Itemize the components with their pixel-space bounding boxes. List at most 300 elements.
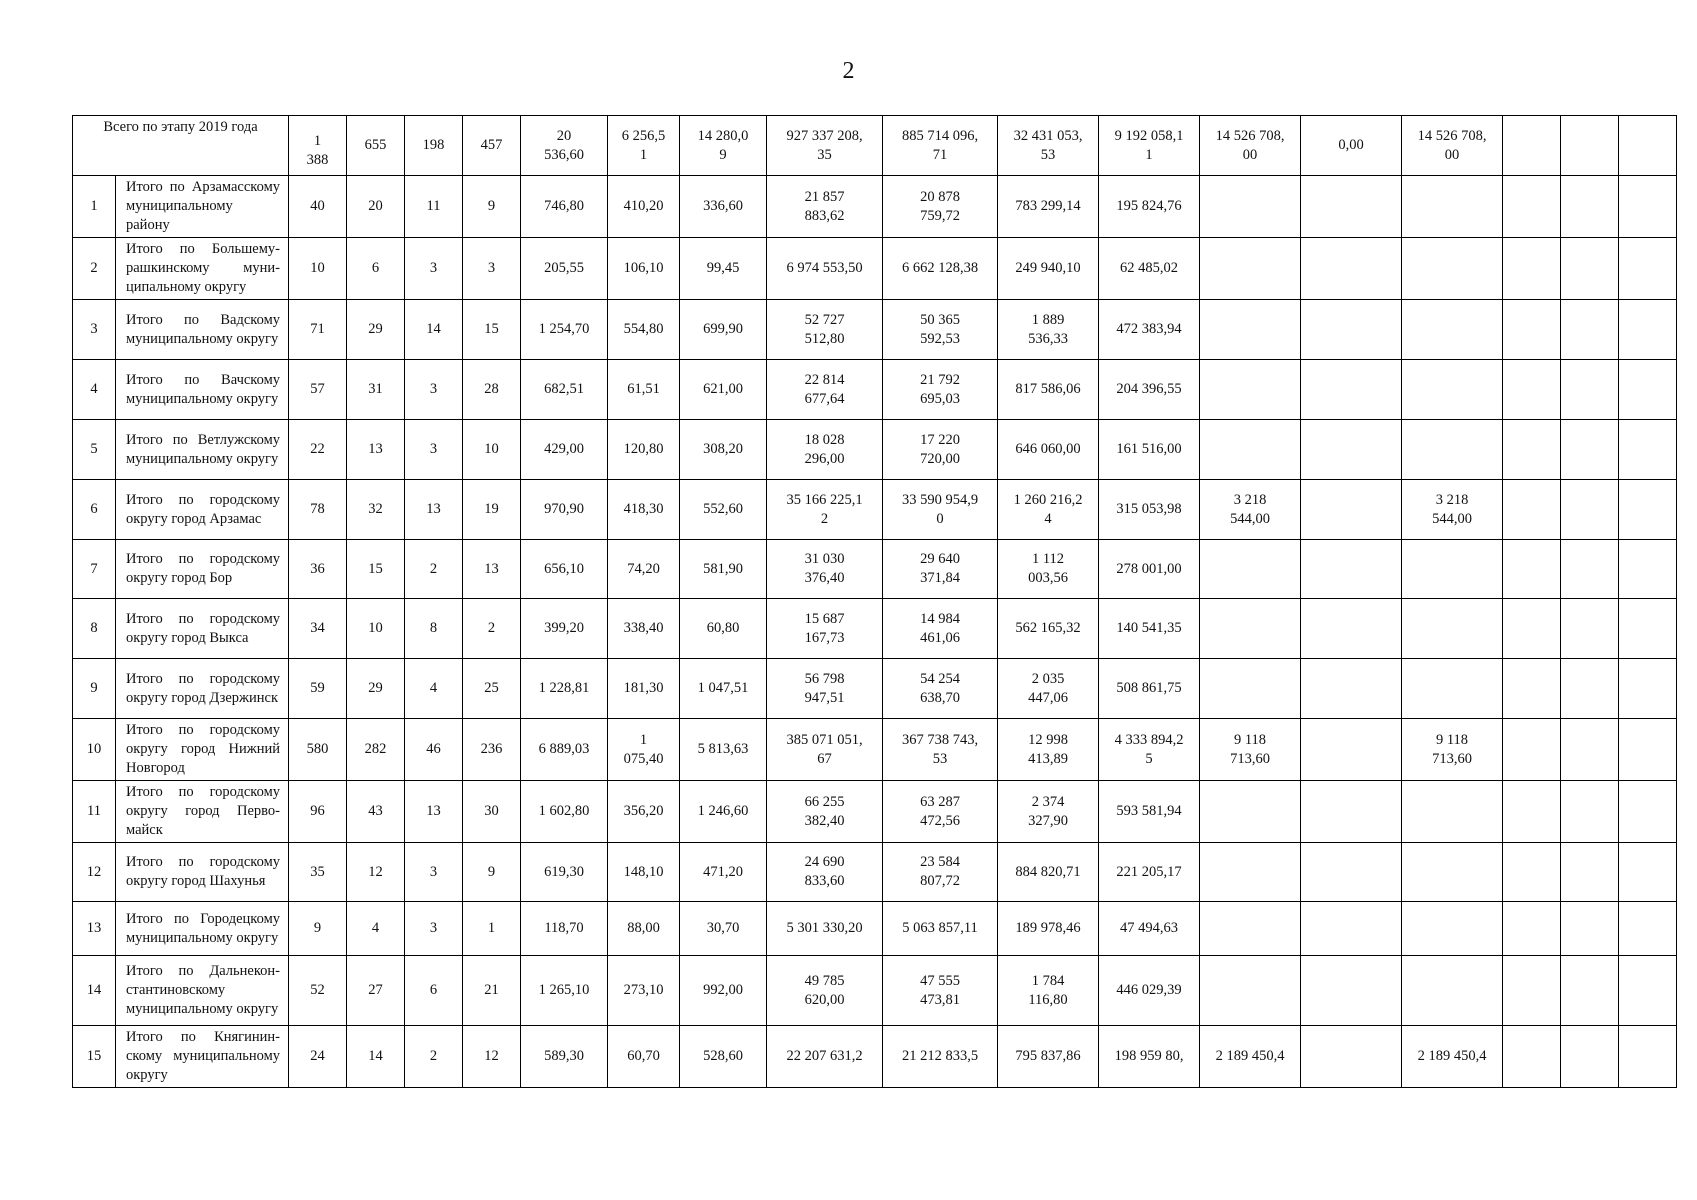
row-number: 6 [73,480,116,540]
table-cell: 36 [289,540,347,599]
table-cell: 47 555 473,81 [883,956,998,1026]
table-cell: 554,80 [608,300,680,360]
table-cell: 18 028 296,00 [767,420,883,480]
row-name: Итого по городскому округу город Шахунья [116,843,289,902]
table-cell: 22 207 631,2 [767,1026,883,1088]
table-cell [1200,902,1301,956]
table-cell [1561,480,1619,540]
table-cell: 13 [463,540,521,599]
table-cell: 2 [405,540,463,599]
table-cell: 2 [463,599,521,659]
table-cell: 5 813,63 [680,719,767,781]
table-cell: 10 [289,238,347,300]
table-cell: 4 333 894,2 5 [1099,719,1200,781]
table-cell: 1 112 003,56 [998,540,1099,599]
table-cell: 14 [347,1026,405,1088]
table-row [73,843,1677,902]
table-cell: 884 820,71 [998,843,1099,902]
row-name: Итого по городскому округу город Нижний Новгород [116,719,289,781]
table-cell: 9 118 713,60 [1200,719,1301,781]
table-cell [1561,902,1619,956]
table-cell: 28 [463,360,521,420]
table-cell: 399,20 [521,599,608,659]
program-table [72,115,1677,1088]
row-name: Итого по Большемурашкинскому муниципальному округу [116,238,289,300]
table-cell [1200,176,1301,238]
table-cell [1402,176,1503,238]
table-cell: 29 [347,659,405,719]
table-row [73,420,1677,480]
table-cell: 619,30 [521,843,608,902]
table-cell: 552,60 [680,480,767,540]
table-cell: 50 365 592,53 [883,300,998,360]
table-cell: 20 [347,176,405,238]
table-cell: 5 301 330,20 [767,902,883,956]
table-cell [1619,719,1677,781]
table-row [73,300,1677,360]
table-cell: 52 727 512,80 [767,300,883,360]
table-cell [1561,540,1619,599]
row-number: 9 [73,659,116,719]
table-cell: 10 [347,599,405,659]
table-cell [1503,238,1561,300]
table-cell: 446 029,39 [1099,956,1200,1026]
total-cell: 6 256,5 1 [608,116,680,176]
table-cell: 19 [463,480,521,540]
table-row [73,599,1677,659]
table-cell [1561,659,1619,719]
table-cell: 1 [463,902,521,956]
total-cell: 927 337 208, 35 [767,116,883,176]
table-cell [1301,1026,1402,1088]
table-cell: 3 [405,902,463,956]
table-cell: 35 166 225,1 2 [767,480,883,540]
table-cell: 20 878 759,72 [883,176,998,238]
table-cell [1561,956,1619,1026]
row-name: Итого по городскому округу город Арзамас [116,480,289,540]
table-cell: 96 [289,781,347,843]
table-cell [1619,843,1677,902]
table-cell: 99,45 [680,238,767,300]
table-cell: 118,70 [521,902,608,956]
total-label: Всего по этапу 2019 года [73,116,289,176]
row-name: Итого по городскому округу город Выкса [116,599,289,659]
table-cell: 56 798 947,51 [767,659,883,719]
table-cell: 15 [463,300,521,360]
table-cell: 795 837,86 [998,1026,1099,1088]
table-cell [1301,599,1402,659]
table-cell: 1 784 116,80 [998,956,1099,1026]
table-cell [1200,659,1301,719]
table-cell [1301,843,1402,902]
row-number: 15 [73,1026,116,1088]
table-cell: 63 287 472,56 [883,781,998,843]
table-cell: 282 [347,719,405,781]
table-cell: 22 [289,420,347,480]
table-cell: 14 [405,300,463,360]
total-cell [1503,116,1561,176]
table-cell [1301,659,1402,719]
table-cell [1619,599,1677,659]
table-cell: 3 218 544,00 [1200,480,1301,540]
table-row [73,360,1677,420]
table-cell [1200,599,1301,659]
table-cell: 2 189 450,4 [1402,1026,1503,1088]
total-cell: 885 714 096, 71 [883,116,998,176]
table-cell: 471,20 [680,843,767,902]
table-cell [1200,420,1301,480]
table-cell: 13 [347,420,405,480]
table-cell: 21 857 883,62 [767,176,883,238]
table-cell: 1 889 536,33 [998,300,1099,360]
table-cell: 508 861,75 [1099,659,1200,719]
table-cell: 6 974 553,50 [767,238,883,300]
table-cell [1200,540,1301,599]
table-cell [1503,956,1561,1026]
table-cell [1561,719,1619,781]
table-row [73,238,1677,300]
table-cell: 71 [289,300,347,360]
table-cell: 593 581,94 [1099,781,1200,843]
row-name: Итого по Арзамасскому муниципальному району [116,176,289,238]
total-cell: 14 526 708, 00 [1200,116,1301,176]
table-cell: 9 [289,902,347,956]
table-cell [1619,420,1677,480]
table-cell: 682,51 [521,360,608,420]
table-cell [1503,599,1561,659]
table-cell: 273,10 [608,956,680,1026]
table-cell [1402,781,1503,843]
table-cell: 52 [289,956,347,1026]
table-cell: 385 071 051, 67 [767,719,883,781]
table-cell [1402,902,1503,956]
table-body [73,116,1677,1088]
table-cell [1301,781,1402,843]
table-cell: 88,00 [608,902,680,956]
table-cell: 3 [463,238,521,300]
table-cell [1402,540,1503,599]
table-cell: 315 053,98 [1099,480,1200,540]
table-cell [1619,540,1677,599]
table-cell: 47 494,63 [1099,902,1200,956]
table-cell: 189 978,46 [998,902,1099,956]
row-number: 12 [73,843,116,902]
table-cell [1619,238,1677,300]
table-cell: 148,10 [608,843,680,902]
table-cell [1503,1026,1561,1088]
table-cell: 1 246,60 [680,781,767,843]
table-cell [1561,238,1619,300]
table-cell [1503,719,1561,781]
table-cell: 29 640 371,84 [883,540,998,599]
row-name: Итого по городскому округу город Первомайск [116,781,289,843]
table-cell [1619,781,1677,843]
table-cell: 14 984 461,06 [883,599,998,659]
page-number: 2 [842,58,855,84]
table-cell: 181,30 [608,659,680,719]
table-cell [1561,420,1619,480]
total-row [73,116,1677,176]
table-cell: 278 001,00 [1099,540,1200,599]
row-name: Итого по Вадскому муниципальному округу [116,300,289,360]
table-cell [1561,599,1619,659]
table-cell: 418,30 [608,480,680,540]
table-cell [1301,176,1402,238]
table-cell: 60,70 [608,1026,680,1088]
table-cell: 61,51 [608,360,680,420]
table-cell: 562 165,32 [998,599,1099,659]
table-cell: 3 [405,360,463,420]
table-cell [1561,176,1619,238]
table-cell: 699,90 [680,300,767,360]
table-cell: 6 [405,956,463,1026]
table-cell: 66 255 382,40 [767,781,883,843]
table-cell [1301,719,1402,781]
table-cell: 6 662 128,38 [883,238,998,300]
table-cell: 25 [463,659,521,719]
table-cell [1402,599,1503,659]
table-cell: 528,60 [680,1026,767,1088]
table-cell [1619,1026,1677,1088]
table-cell: 12 [463,1026,521,1088]
table-cell: 78 [289,480,347,540]
total-cell: 14 526 708, 00 [1402,116,1503,176]
table-row [73,540,1677,599]
table-row [73,480,1677,540]
row-number: 5 [73,420,116,480]
table-cell: 2 189 450,4 [1200,1026,1301,1088]
total-cell: 198 [405,116,463,176]
table-cell [1561,1026,1619,1088]
table-cell: 1 228,81 [521,659,608,719]
table-cell: 410,20 [608,176,680,238]
total-cell: 457 [463,116,521,176]
table-cell [1561,300,1619,360]
table-cell [1301,902,1402,956]
table-cell: 589,30 [521,1026,608,1088]
table-cell: 4 [405,659,463,719]
total-cell: 9 192 058,1 1 [1099,116,1200,176]
total-cell: 1 388 [289,116,347,176]
table-cell: 49 785 620,00 [767,956,883,1026]
table-row [73,781,1677,843]
table-cell: 992,00 [680,956,767,1026]
table-cell: 3 218 544,00 [1402,480,1503,540]
table-cell: 24 [289,1026,347,1088]
table-cell [1503,360,1561,420]
table-cell: 236 [463,719,521,781]
table-cell: 429,00 [521,420,608,480]
table-cell [1619,956,1677,1026]
table-cell: 120,80 [608,420,680,480]
table-cell: 2 [405,1026,463,1088]
table-cell: 35 [289,843,347,902]
table-cell: 2 035 447,06 [998,659,1099,719]
table-cell [1301,956,1402,1026]
table-cell [1402,956,1503,1026]
table-cell: 1 254,70 [521,300,608,360]
table-row [73,1026,1677,1088]
table-row [73,659,1677,719]
table-cell [1619,480,1677,540]
table-cell [1200,238,1301,300]
table-cell: 17 220 720,00 [883,420,998,480]
table-cell: 656,10 [521,540,608,599]
table-cell [1402,238,1503,300]
total-cell: 0,00 [1301,116,1402,176]
table-cell [1503,480,1561,540]
table-cell [1301,238,1402,300]
table-cell: 161 516,00 [1099,420,1200,480]
table-cell: 580 [289,719,347,781]
table-cell [1402,420,1503,480]
table-cell: 205,55 [521,238,608,300]
table-cell: 1 602,80 [521,781,608,843]
row-number: 4 [73,360,116,420]
table-cell: 34 [289,599,347,659]
table-cell [1503,540,1561,599]
row-number: 8 [73,599,116,659]
table-cell [1561,781,1619,843]
table-cell: 21 [463,956,521,1026]
row-number: 14 [73,956,116,1026]
table-cell: 2 374 327,90 [998,781,1099,843]
table-cell: 23 584 807,72 [883,843,998,902]
table-cell [1619,659,1677,719]
table-cell: 581,90 [680,540,767,599]
table-cell: 221 205,17 [1099,843,1200,902]
table-cell: 46 [405,719,463,781]
table-row [73,176,1677,238]
table-cell [1200,956,1301,1026]
table-cell: 43 [347,781,405,843]
table-cell: 32 [347,480,405,540]
table-cell [1503,659,1561,719]
table-cell [1402,843,1503,902]
table-cell [1402,659,1503,719]
table-cell [1619,300,1677,360]
table-cell: 31 [347,360,405,420]
table-cell: 21 792 695,03 [883,360,998,420]
table-cell: 970,90 [521,480,608,540]
table-cell: 27 [347,956,405,1026]
row-name: Итого по Вачскому муниципальному округу [116,360,289,420]
table-cell: 1 047,51 [680,659,767,719]
table-cell: 57 [289,360,347,420]
table-cell: 198 959 80, [1099,1026,1200,1088]
table-cell [1301,420,1402,480]
table-cell: 3 [405,420,463,480]
table-cell: 10 [463,420,521,480]
table-cell [1503,902,1561,956]
row-number: 2 [73,238,116,300]
table-cell [1402,300,1503,360]
table-cell: 30,70 [680,902,767,956]
table-cell [1301,480,1402,540]
table-cell: 308,20 [680,420,767,480]
table-cell [1561,360,1619,420]
table-cell: 9 [463,176,521,238]
table-cell [1619,360,1677,420]
table-cell: 13 [405,781,463,843]
total-cell: 20 536,60 [521,116,608,176]
table-cell: 1 265,10 [521,956,608,1026]
table-cell: 783 299,14 [998,176,1099,238]
table-cell: 4 [347,902,405,956]
table-cell: 12 998 413,89 [998,719,1099,781]
table-cell [1561,843,1619,902]
table-cell: 15 687 167,73 [767,599,883,659]
table-cell: 746,80 [521,176,608,238]
table-cell [1619,902,1677,956]
table-cell [1619,176,1677,238]
table-cell: 15 [347,540,405,599]
table-cell: 60,80 [680,599,767,659]
row-number: 10 [73,719,116,781]
table-cell [1402,360,1503,420]
table-cell [1503,843,1561,902]
table-cell: 336,60 [680,176,767,238]
table-cell [1200,300,1301,360]
table-cell: 12 [347,843,405,902]
table-cell: 21 212 833,5 [883,1026,998,1088]
row-name: Итого по Ветлужскому муниципальному округу [116,420,289,480]
table-cell: 29 [347,300,405,360]
table-cell: 33 590 954,9 0 [883,480,998,540]
table-cell [1301,360,1402,420]
table-cell [1301,540,1402,599]
table-cell: 621,00 [680,360,767,420]
table-cell [1503,420,1561,480]
table-cell: 646 060,00 [998,420,1099,480]
table-cell: 11 [405,176,463,238]
row-number: 11 [73,781,116,843]
table-cell: 817 586,06 [998,360,1099,420]
table-cell: 62 485,02 [1099,238,1200,300]
row-name: Итого по Дальнеконстантиновскому муниципальному округу [116,956,289,1026]
table-cell: 5 063 857,11 [883,902,998,956]
table-cell: 31 030 376,40 [767,540,883,599]
row-number: 1 [73,176,116,238]
table-cell: 338,40 [608,599,680,659]
table-cell: 54 254 638,70 [883,659,998,719]
table-cell: 9 [463,843,521,902]
table-cell [1503,781,1561,843]
table-cell: 6 [347,238,405,300]
table-cell: 8 [405,599,463,659]
table-cell: 140 541,35 [1099,599,1200,659]
table-cell: 24 690 833,60 [767,843,883,902]
row-number: 3 [73,300,116,360]
table-row [73,902,1677,956]
table-cell [1200,843,1301,902]
table-cell: 40 [289,176,347,238]
row-name: Итого по Городецкому муниципальному округу [116,902,289,956]
row-number: 13 [73,902,116,956]
table-cell [1301,300,1402,360]
table-cell: 30 [463,781,521,843]
table-cell: 356,20 [608,781,680,843]
row-name: Итого по городскому округу город Бор [116,540,289,599]
row-name: Итого по городскому округу город Дзержинск [116,659,289,719]
table-row [73,719,1677,781]
table-cell: 1 075,40 [608,719,680,781]
table-cell: 1 260 216,2 4 [998,480,1099,540]
total-cell [1561,116,1619,176]
table-cell: 13 [405,480,463,540]
total-cell: 14 280,0 9 [680,116,767,176]
table-cell: 3 [405,843,463,902]
